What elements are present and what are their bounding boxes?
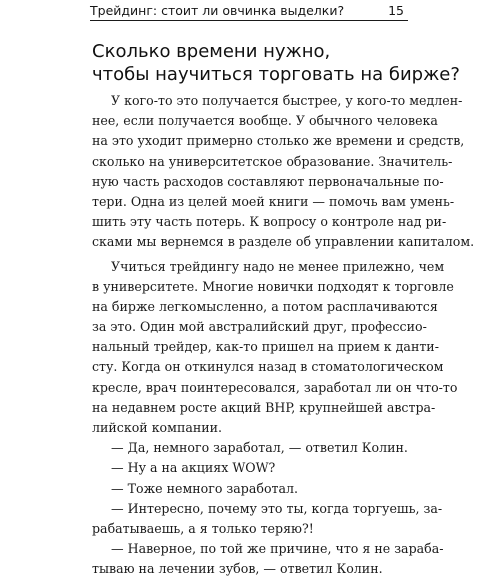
section-heading-line: Сколько времени нужно, — [92, 41, 331, 62]
paragraph-line: на бирже легкомысленно, а потом расплачиваются — [92, 298, 438, 314]
paragraph-line: тери. Одна из целей моей книги — помочь вам умень- — [92, 193, 455, 209]
paragraph-line: кресле, врач поинтересовался, заработал ли он что-то — [92, 379, 458, 395]
header-divider — [90, 20, 408, 21]
dialogue-line: — Да, немного заработал, — ответил Колин. — [111, 440, 408, 456]
paragraph-line: нальный трейдер, как-то пришел на прием к данти- — [92, 339, 439, 355]
dialogue-line: — Интересно, почему это ты, когда торгуешь, за- — [111, 500, 443, 516]
paragraph-line: лийской компании. — [92, 420, 223, 435]
paragraph-line: нее, если получается вообще. У обычного человека — [92, 113, 438, 129]
paragraph-line: шить эту часть потерь. К вопросу о контроле над ри- — [92, 214, 447, 230]
dialogue-line: — Ну а на акциях WOW? — [111, 460, 276, 476]
section-heading — [92, 40, 460, 86]
running-head-title: Трейдинг: стоит ли овчинка выделки? — [90, 3, 345, 18]
paragraph-line: сколько на университетское образование. Значитель- — [92, 153, 453, 169]
dialogue-line: — Наверное, по той же причине, что я не зараба- — [111, 541, 444, 557]
page-number: 15 — [388, 3, 404, 18]
paragraph-line: У кого-то это получается быстрее, у кого-то медлен- — [111, 93, 463, 108]
dialogue-line: — Тоже немного заработал. — [111, 480, 299, 496]
paragraph-line: ную часть расходов составляют первоначальные по- — [92, 173, 444, 189]
section-heading-line: чтобы научиться торговать на бирже? — [92, 64, 460, 85]
paragraph-line: Учиться трейдингу надо не менее прилежно, чем — [111, 258, 445, 274]
dialogue-line: тываю на лечении зубов, — ответил Колин. — [92, 561, 383, 577]
running-head — [90, 3, 408, 19]
paragraph-line: в университете. Многие новички подходят к торговле — [92, 278, 454, 294]
paragraph-line: сками мы вернемся в разделе об управлении капиталом. — [92, 234, 475, 250]
paragraph-line: за это. Один мой австралийский друг, профессио- — [92, 319, 427, 335]
paragraph-line: сту. Когда он откинулся назад в стоматологическом — [92, 359, 444, 375]
paragraph-line: на это уходит примерно столько же времени и средств, — [92, 133, 465, 149]
body-text — [92, 91, 475, 580]
paragraph-line: на недавнем росте акций BHP, крупнейшей австра- — [92, 399, 436, 415]
dialogue-line: рабатываешь, а я только теряю?! — [92, 520, 314, 536]
